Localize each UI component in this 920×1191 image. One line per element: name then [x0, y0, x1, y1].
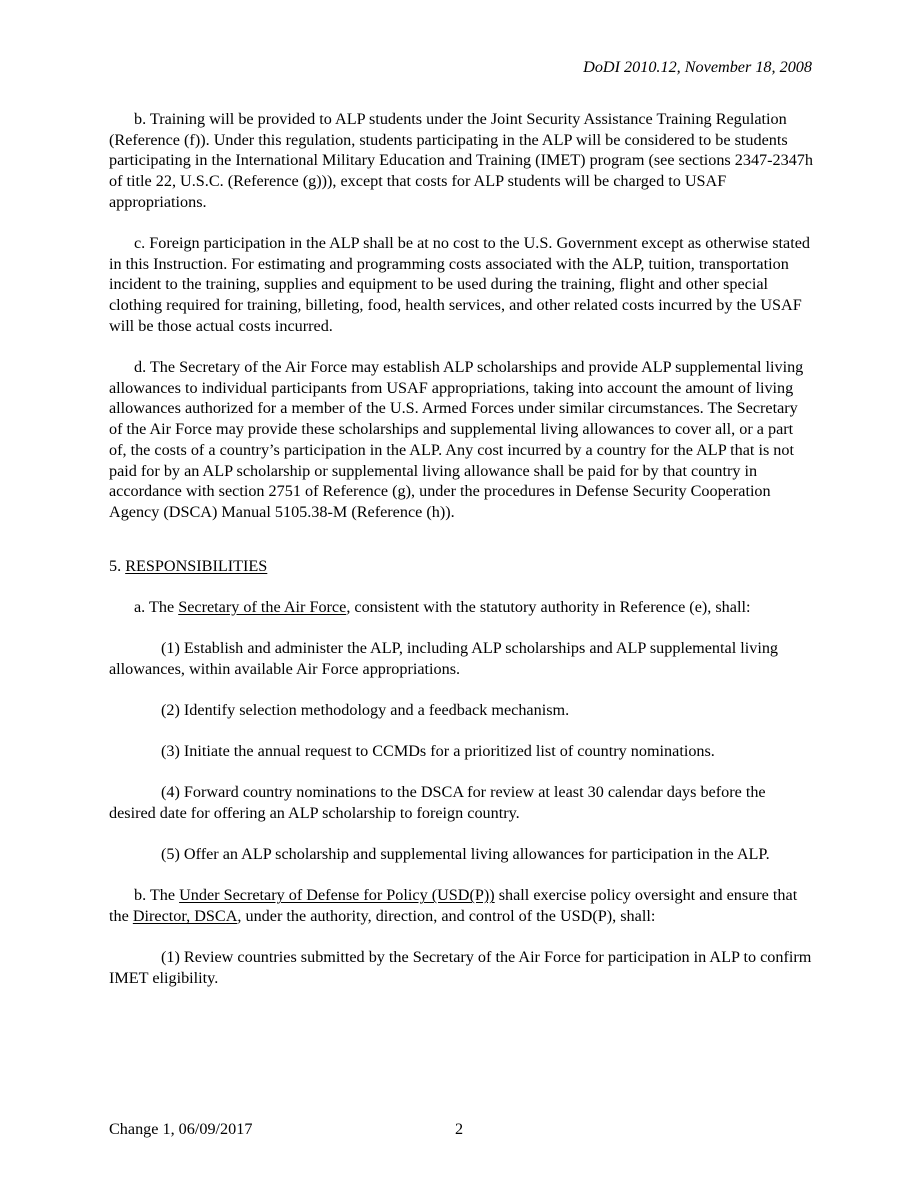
paragraph-d-scholarships: d. The Secretary of the Air Force may establish ALP scholarships and provide ALP supplemental living allowances to individual participants from USAF appropriations, taking into account the amount of living allowances authorized for a member of the U.S. Armed Forces under similar circumstances. The Secretary of the Air Force may provide these scholarships and supplemental living allowances to cover all, or a part of, the costs of a country’s participation in the ALP. Any cost incurred by a country for the ALP that is not paid for by an ALP scholarship or supplemental living allowance shall be paid for by that country in accordance with section 2751 of Reference (g), under the procedures in Defense Security Cooperation Agency (DSCA) Manual 5105.38-M (Reference (h)). — [109, 358, 804, 521]
responsibility-a-item-5: (5) Offer an ALP scholarship and supplemental living allowances for participation in the ALP. — [161, 845, 770, 864]
responsibility-a-role: Secretary of the Air Force — [178, 597, 347, 616]
responsibility-a-suffix: , consistent with the statutory authority in Reference (e), shall: — [346, 597, 751, 616]
responsibility-b-role-dsca: Director, DSCA — [132, 907, 238, 926]
responsibility-a-prefix: a. The — [134, 597, 179, 616]
section-heading-responsibilities — [109, 556, 813, 577]
responsibility-b-usdp — [109, 885, 813, 926]
responsibility-b-item-1: (1) Review countries submitted by the Secretary of the Air Force for participation in ALP to confirm IMET eligibility. — [109, 948, 812, 988]
responsibility-a-secretary-air-force — [109, 597, 813, 618]
responsibility-a-item-4: (4) Forward country nominations to the DSCA for review at least 30 calendar days before the desired date for offering an ALP scholarship to foreign country. — [109, 783, 766, 823]
paragraph-c-foreign-participation: c. Foreign participation in the ALP shall be at no cost to the U.S. Government except as otherwise stated in this Instruction. For estimating and programming costs associated with the ALP, tuition, transportation incident to the training, supplies and equipment to be used during the training, flight and other special clothing required for training, billeting, food, health services, and other related costs incurred by the USAF will be those actual costs incurred. — [109, 234, 810, 335]
responsibility-b-role-usdp: Under Secretary of Defense for Policy (USD(P)) — [179, 886, 495, 905]
document-body — [109, 109, 813, 1009]
section-number: 5. — [109, 556, 126, 575]
responsibility-b-suffix: , under the authority, direction, and control of the USD(P), shall: — [237, 907, 656, 926]
footer-change-notice: Change 1, 06/09/2017 — [109, 1120, 253, 1138]
footer-page-number: 2 — [455, 1120, 464, 1138]
responsibility-b-prefix: b. The — [134, 886, 180, 905]
responsibility-a-item-3: (3) Initiate the annual request to CCMDs for a prioritized list of country nominations. — [161, 742, 715, 761]
paragraph-b-training: b. Training will be provided to ALP students under the Joint Security Assistance Training Regulation (Reference (f)). Under this regulation, students participating in the ALP will be considered to be students participating in the International Military Education and Training (IMET) program (see sections 2347-2347h of title 22, U.S.C. (Reference (g))), except that costs for ALP students will be charged to USAF appropriations. — [109, 110, 813, 211]
responsibility-b-middle: shall exercise policy oversight and ensure that the — [109, 886, 798, 926]
responsibility-a-item-1: (1) Establish and administer the ALP, including ALP scholarships and ALP supplemental living allowances, within available Air Force appropriations. — [109, 639, 779, 678]
responsibility-a-item-2: (2) Identify selection methodology and a feedback mechanism. — [161, 700, 570, 719]
section-title: RESPONSIBILITIES — [125, 556, 268, 575]
document-reference-header: DoDI 2010.12, November 18, 2008 — [583, 58, 812, 76]
